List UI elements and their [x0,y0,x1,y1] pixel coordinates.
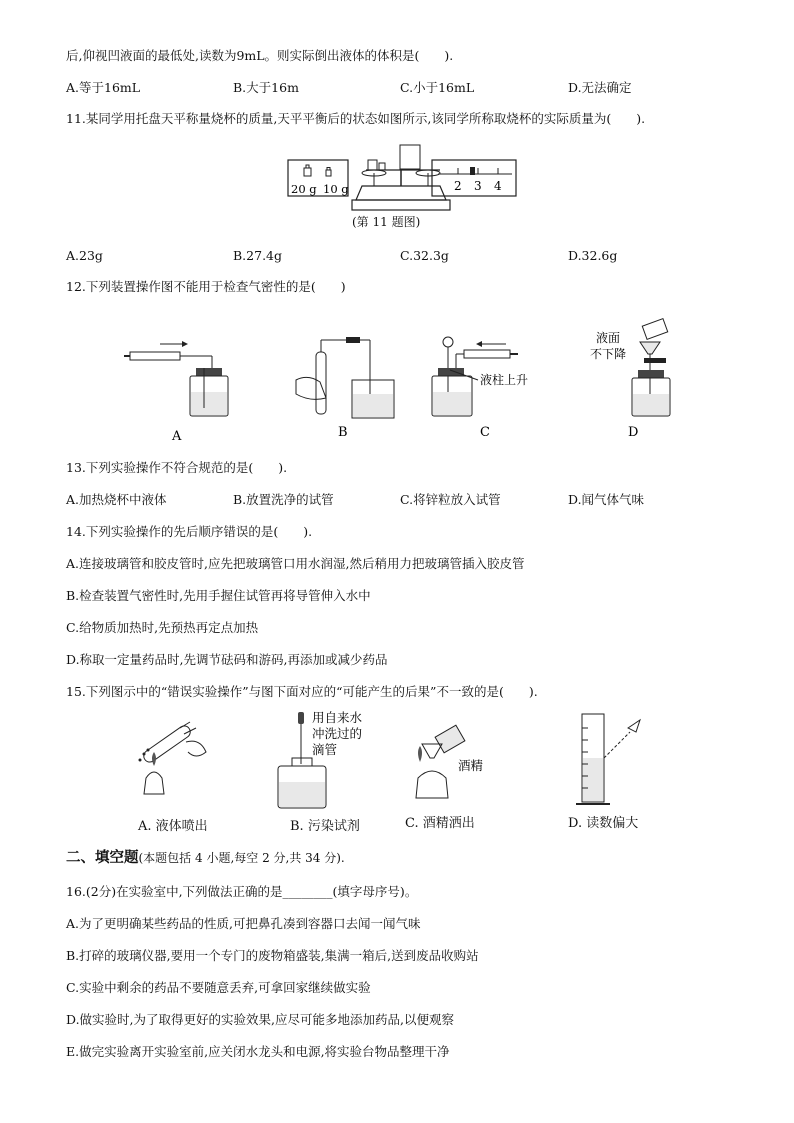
q16-option-c: C.实验中剩余的药品不要随意丢弃,可拿回家继续做实验 [66,980,371,995]
dropper-icon [298,712,304,724]
label-dropper: 滴管 [312,742,338,757]
label-liquid-rises: 液柱上升 [480,373,529,387]
label-surface: 液面 [596,331,621,345]
q16-stem: 16.(2分)在实验室中,下列做法正确的是________(填字母序号)。 [66,884,418,899]
panel-letter-a: A [172,429,182,444]
hand-icon [296,377,326,399]
q13-option-d: D.闻气体气味 [568,492,645,507]
alcohol-lamp-icon [416,771,448,798]
test-tube-icon [316,352,326,414]
q12-stem: 12.下列装置操作图不能用于检查气密性的是( ) [66,279,346,294]
section-note: (本题包括 4 小题,每空 2 分,共 34 分). [138,851,345,865]
weight-label-10g: 10 g [323,182,349,196]
funnel-icon [640,342,660,354]
panel-d-cylinder [576,714,640,804]
panel-d [590,319,670,440]
q11-stem: 11.某同学用托盘天平称量烧杯的质量,天平平衡后的状态如图所示,该同学所称取烧杯的实际质量为( ). [66,111,646,126]
panel-a [124,341,228,444]
airtightness-figure [120,318,680,448]
panel-letter-b: B [338,425,348,440]
label-not-drop: 不下降 [590,347,627,361]
q11-option-d: D.32.6g [568,248,618,263]
scale-tick-3: 3 [474,179,482,193]
q14-option-c: C.给物质加热时,先预热再定点加热 [66,620,259,635]
panel-letter-d: D [628,425,639,440]
q11-figure-caption: (第 11 题图) [352,215,421,229]
q10-option-c: C.小于16mL [400,80,475,95]
q15-caption-c: C. 酒精洒出 [405,816,475,831]
funnel-icon [422,744,442,758]
label-tap-water: 用自来水 [312,710,363,725]
q10-option-d: D.无法确定 [568,80,632,95]
panel-b-dropper [278,710,363,808]
q13-option-c: C.将锌粒放入试管 [400,492,501,507]
panel-c-alcohol [416,725,484,798]
q10-stem-tail: 后,仰视凹液面的最低处,读数为9mL。则实际倒出液体的体积是( ). [66,48,454,63]
q14-option-a: A.连接玻璃管和胶皮管时,应先把玻璃管口用水润湿,然后稍用力把玻璃管插入胶皮管 [66,556,525,571]
panel-b [296,337,394,440]
pouring-beaker-icon [642,319,667,340]
q15-caption-d: D. 读数偏大 [568,816,639,831]
section-title: 二、填空题 [66,850,139,866]
q16-option-a: A.为了更明确某些药品的性质,可把鼻孔凑到容器口去闻一闻气味 [66,916,421,931]
wrong-operation-figure [130,708,670,812]
q14-option-d: D.称取一定量药品时,先调节砝码和游码,再添加或减少药品 [66,652,388,667]
q11-option-c: C.32.3g [400,248,449,263]
q10-option-a: A.等于16mL [66,80,141,95]
q13-option-a: A.加热烧杯中液体 [66,492,167,507]
beaker-icon [400,145,420,169]
q16-option-d: D.做实验时,为了取得更好的实验效果,应尽可能多地添加药品,以便观察 [66,1012,454,1027]
q14-stem: 14.下列实验操作的先后顺序错误的是( ). [66,524,313,539]
scale-tick-4: 4 [494,179,502,193]
q13-stem: 13.下列实验操作不符合规范的是( ). [66,460,288,475]
sight-line [604,732,630,758]
section-heading [66,846,345,867]
test-tube-icon [141,724,192,765]
label-alcohol: 酒精 [458,758,484,773]
weight-20g-icon [304,168,311,176]
eye-icon [628,720,640,732]
label-rinsed: 冲洗过的 [312,726,363,741]
panel-a-heating [139,722,207,794]
weight-label-20g: 20 g [291,182,317,196]
stopcock-icon [644,358,666,363]
q16-option-b: B.打碎的玻璃仪器,要用一个专门的废物箱盛装,集满一箱后,送到废品收购站 [66,948,479,963]
funnel-icon [443,337,453,347]
q15-stem: 15.下列图示中的“错误实验操作”与图下面对应的“可能产生的后果”不一致的是( ). [66,684,538,699]
q11-option-a: A.23g [66,248,103,263]
hand-icon [186,741,206,756]
q14-option-b: B.检查装置气密性时,先用手握住试管再将导管伸入水中 [66,588,371,603]
panel-letter-c: C [480,425,490,440]
q13-option-b: B.放置洗净的试管 [233,492,334,507]
panel-c [432,337,528,440]
q10-option-b: B.大于16m [233,80,299,95]
q15-caption-a: A. 液体喷出 [138,819,208,834]
syringe-icon [464,350,510,358]
scale-tick-2: 2 [454,179,462,193]
weight-10g-icon [326,170,331,176]
q11-option-b: B.27.4g [233,248,282,263]
rider-icon [470,167,475,175]
balance-figure [282,140,522,216]
q15-caption-b: B. 污染试剂 [290,819,360,834]
q16-option-e: E.做完实验离开实验室前,应关闭水龙头和电源,将实验台物品整理干净 [66,1044,450,1059]
syringe-icon [130,352,180,360]
alcohol-lamp-icon [144,772,164,794]
